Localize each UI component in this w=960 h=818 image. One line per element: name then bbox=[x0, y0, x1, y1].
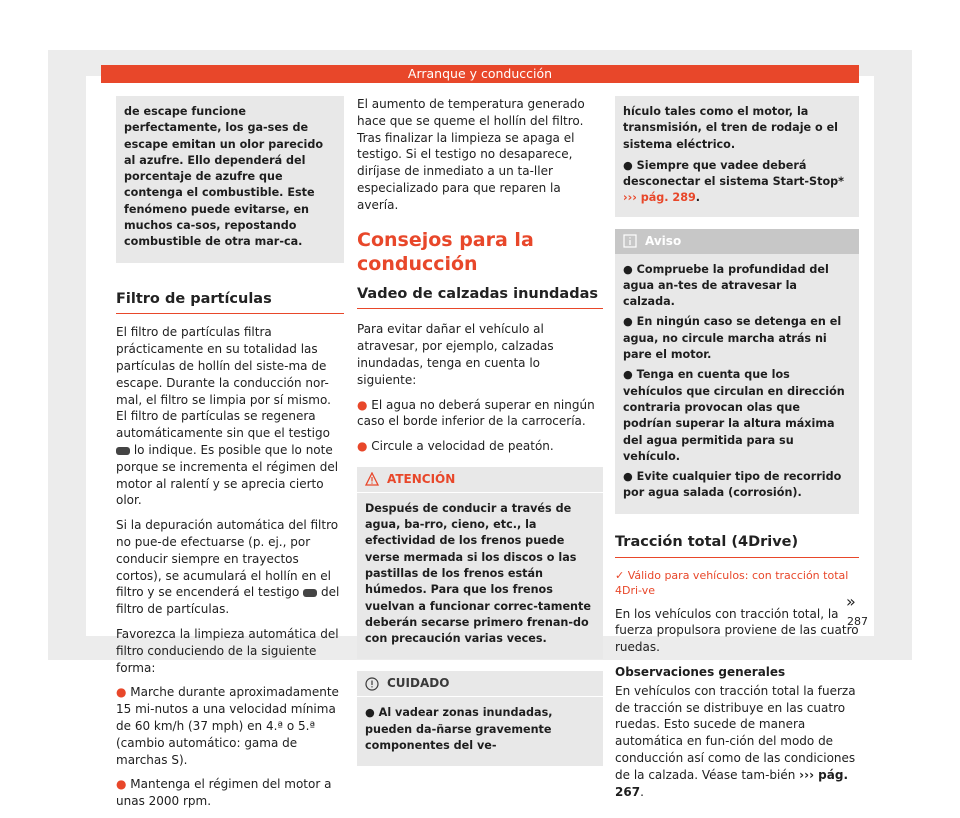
list-item: ● Mantenga el régimen del motor a unas 2000 rpm. bbox=[116, 777, 332, 809]
warning-title: ATENCIÓN bbox=[387, 471, 456, 486]
paragraph: El aumento de temperatura generado hace que se queme el hollín del filtro. Tras finalizar la limpieza se apaga el testigo. Si el testigo no desaparece, diríjase de inmediato a un ta-ller especializado para que reparen la avería. bbox=[357, 97, 585, 212]
paragraph: Favorezca la limpieza automática del filtro conduciendo de la siguiente forma: bbox=[116, 627, 339, 675]
caution-box-continued bbox=[615, 96, 859, 217]
note-title: Aviso bbox=[645, 233, 682, 248]
bullet-icon: ● bbox=[116, 685, 131, 700]
paragraph: Si la depuración automática del filtro no pue-de efectuarse (p. ej., por conducir siempre en trayectos cortos), se acumulará el hollín en el filtro y se encenderá el testigo del filtro de partículas. bbox=[116, 518, 340, 617]
warning-box bbox=[357, 467, 603, 659]
continued-box-text: de escape funcione perfectamente, los ga-ses de escape emitan un olor parecido al azufre. Ello dependerá del porcentaje de azufre que contenga el combustible. Este fenómeno puede evitarse, en muchos ca-sos, repostando combustible de otra mar-ca. bbox=[124, 105, 324, 249]
subheading: Observaciones generales bbox=[615, 664, 786, 679]
warning-lamp-icon bbox=[116, 447, 130, 455]
paragraph: En vehículos con tracción total la fuerza de tracción se distribuye en las cuatro ruedas. Esto sucede de manera automática en fun-ción del modo de conducción así como de las condiciones de la calzada. Véase tam-bién ››› pág. 267. bbox=[615, 683, 856, 799]
note-list: ● Compruebe la profundidad del agua an-tes de atravesar la calzada. ● En ningún caso se detenga en el agua, no circule marcha atrás ni pare el motor. ● Tenga en cuenta que los vehículos que circulan en dirección contraria provocan olas que podrían superar la altura máxima del agua permitida para su vehículo. ● Evite cualquier tipo de recorrido por agua salada (corrosión). bbox=[623, 262, 845, 500]
bullet-icon: ● bbox=[357, 439, 372, 454]
bullet-icon: ● bbox=[116, 777, 131, 792]
warning-triangle-icon bbox=[365, 472, 379, 486]
warning-lamp-icon bbox=[303, 589, 317, 597]
info-circle-icon bbox=[365, 677, 379, 691]
paragraph: En los vehículos con tracción total, la fuerza propulsora proviene de las cuatro ruedas. bbox=[615, 606, 859, 655]
validity-note: ✓ Válido para vehículos: con tracción total 4Dri-ve bbox=[615, 568, 849, 597]
section-heading-4drive: Tracción total (4Drive) bbox=[615, 534, 859, 558]
caution-title: CUIDADO bbox=[387, 676, 450, 691]
column-2 bbox=[357, 96, 603, 766]
note-header bbox=[615, 229, 859, 254]
note-box bbox=[615, 229, 859, 514]
caution-box bbox=[357, 671, 603, 766]
info-icon bbox=[623, 234, 637, 248]
page-ref-link[interactable]: ››› pág. 289 bbox=[623, 191, 696, 205]
subsection-heading-flooded-roads: Vadeo de calzadas inundadas bbox=[357, 286, 603, 310]
paragraph: El filtro de partículas filtra prácticamente en su totalidad las partículas de hollín del siste-ma de escape. Durante la conducción nor-mal, el filtro se limpia por sí mismo. El filtro de partículas se regenera automáticamente sin que el testigo lo indique. Es posible que lo note porque se incrementa el régimen del motor al ralentí y se aprecia cierto olor. bbox=[116, 325, 339, 508]
page-ref-link[interactable]: ››› pág. 267 bbox=[615, 767, 849, 799]
caution-continued-text: hículo tales como el motor, la transmisión, el tren de rodaje o el sistema eléctrico. ● Siempre que vadee deberá desconectar el sistema Start-Stop* ››› pág. 289. bbox=[623, 105, 844, 205]
page-number: 287 bbox=[847, 615, 868, 628]
list-item: ● Circule a velocidad de peatón. bbox=[357, 439, 554, 454]
section-title: Consejos para la conducción bbox=[357, 228, 534, 275]
section-heading-particle-filter: Filtro de partículas bbox=[116, 291, 344, 315]
chapter-header: Arranque y conducción bbox=[101, 65, 859, 83]
continue-marker: » bbox=[846, 592, 856, 611]
caution-item: ● Al vadear zonas inundadas, pueden da-ñarse gravemente componentes del ve- bbox=[365, 706, 553, 752]
check-icon: ✓ bbox=[615, 568, 628, 582]
warning-header bbox=[357, 467, 603, 493]
list-item: ● El agua no deberá superar en ningún caso el borde inferior de la carrocería. bbox=[357, 397, 595, 429]
list-item: ● Marche durante aproximadamente 15 mi-nutos a una velocidad mínima de 60 km/h (37 mph) en 4.ª o 5.ª (cambio automático: gama de marchas S). bbox=[116, 685, 339, 767]
caution-header bbox=[357, 671, 603, 697]
warning-text: Después de conducir a través de agua, ba-rro, cieno, etc., la efectividad de los frenos puede verse mermada si los discos o las pastillas de los frenos están húmedos. Para que los frenos vuelvan a funcionar correc-tamente deberán secarse primero frenan-do con precaución varias veces. bbox=[365, 501, 591, 646]
continued-box bbox=[116, 96, 344, 263]
column-3 bbox=[615, 96, 859, 808]
column-1 bbox=[116, 96, 344, 818]
paragraph: Para evitar dañar el vehículo al atravesar, por ejemplo, calzadas inundadas, tenga en cuenta lo siguiente: bbox=[357, 322, 554, 387]
bullet-icon: ● bbox=[357, 397, 372, 412]
